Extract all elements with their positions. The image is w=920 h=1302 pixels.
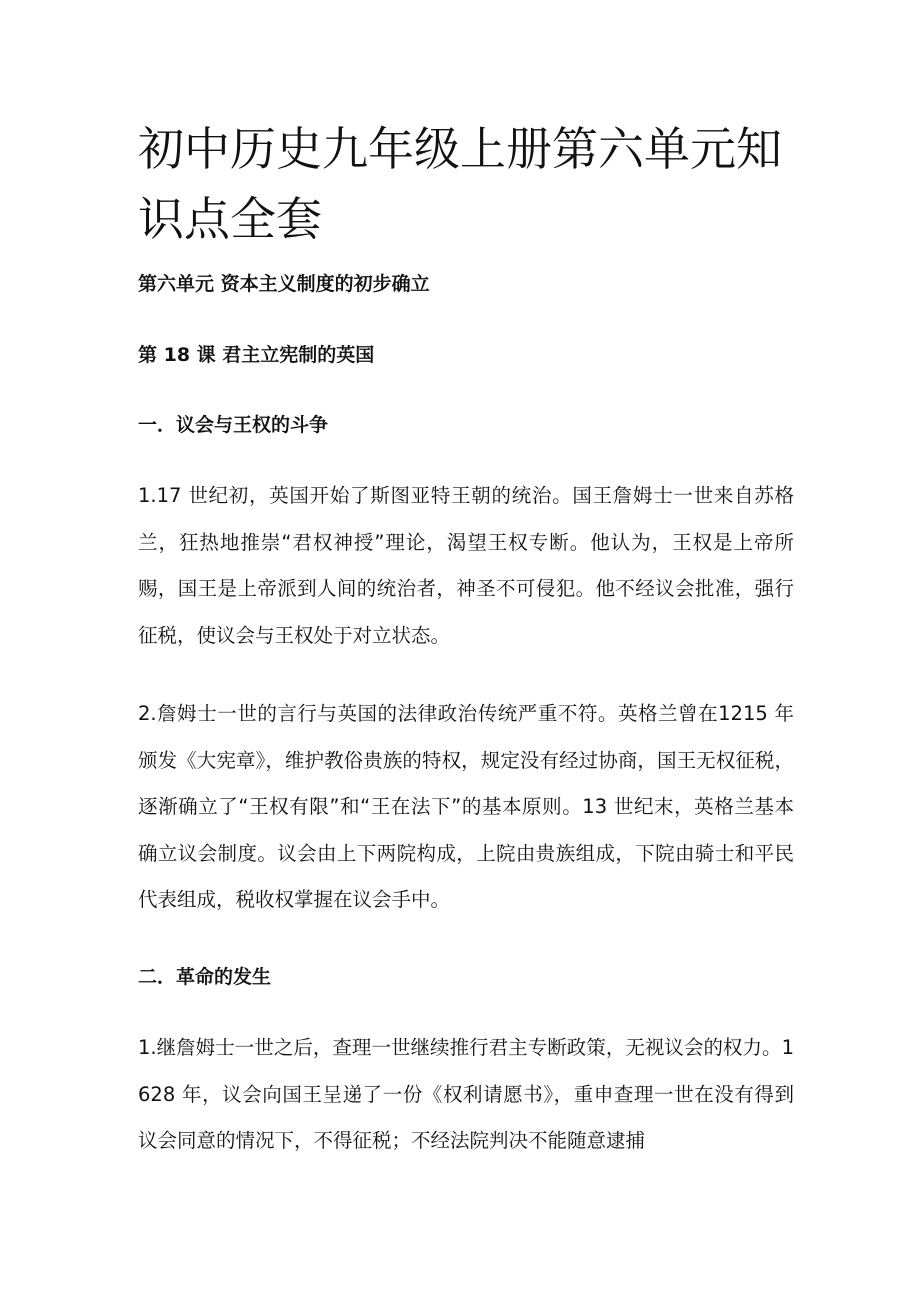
document-title: 初中历史九年级上册第六单元知识点全套 [138,122,782,246]
unit-heading: 第六单元 资本主义制度的初步确立 [138,273,430,295]
section1-paragraph-2: 2.詹姆士一世的言行与英国的法律政治传统严重不符。英格兰曾在1215 年颁发《大宪章》，维护教俗贵族的特权，规定没有经过协商，国王无权征税，逐渐确立了“王权有限”和“王在法下”的基本原则。13 世纪末，英格兰基本确立议会制度。议会由上下两院构成，上院由贵族组成，下院由骑士和平民代表组成，税收权掌握在议会手中。 [138,702,794,911]
lesson-heading: 第 18 课 君主立宪制的英国 [138,344,375,366]
section1-heading: 一．议会与王权的斗争 [138,414,329,436]
section1-paragraph-1: 1.17 世纪初，英国开始了斯图亚特王朝的统治。国王詹姆士一世来自苏格兰，狂热地推崇“君权神授”理论，渴望王权专断。他认为，王权是上帝所赐，国王是上帝派到人间的统治者，神圣不可侵犯。他不经议会批准，强行征税，使议会与王权处于对立状态。 [138,484,794,647]
section2-heading: 二．革命的发生 [138,966,272,988]
section2-paragraph-1: 1.继詹姆士一世之后，查理一世继续推行君主专断政策，无视议会的权力。1628 年，议会向国王呈递了一份《权利请愿书》，重申查理一世在没有得到议会同意的情况下，不得征税；不经法院判决不能随意逮捕 [138,1036,794,1152]
